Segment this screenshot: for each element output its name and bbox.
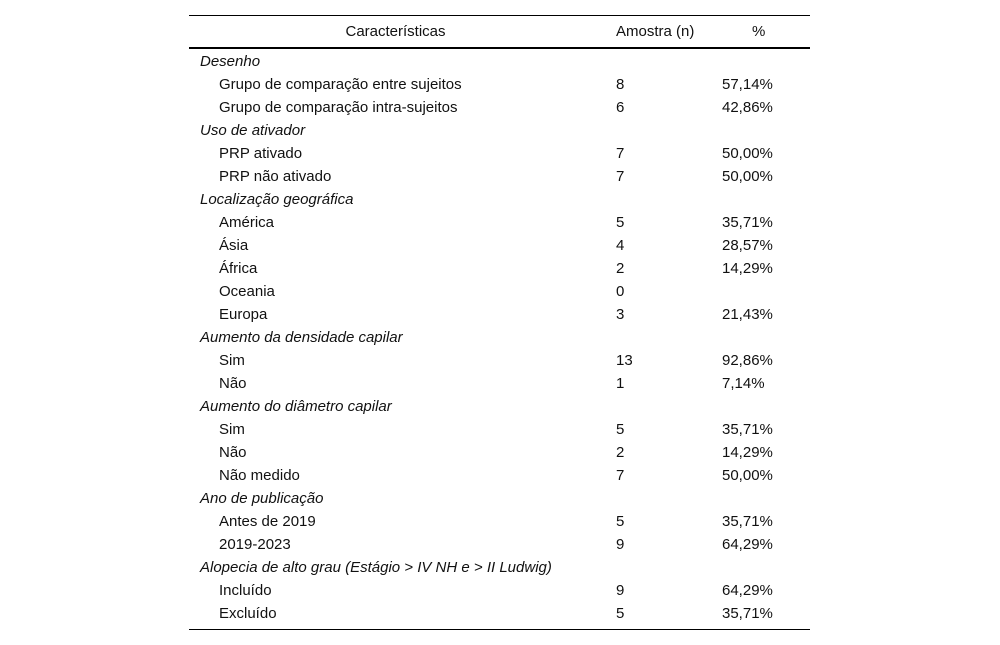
table-bottom-rule <box>189 629 810 630</box>
row-label: Não <box>219 444 247 461</box>
header-percent: % <box>752 23 766 40</box>
table-body <box>189 49 810 629</box>
row-sample-count: 9 <box>616 582 625 599</box>
group-title: Aumento da densidade capilar <box>200 329 403 346</box>
row-label: Não <box>219 375 247 392</box>
row-label: Excluído <box>219 605 277 622</box>
row-percent: 50,00% <box>722 168 773 185</box>
table-row <box>189 603 810 626</box>
table-row <box>189 350 810 373</box>
row-label: Grupo de comparação entre sujeitos <box>219 76 462 93</box>
row-sample-count: 1 <box>616 375 625 392</box>
table-row <box>189 281 810 304</box>
table-row <box>189 534 810 557</box>
row-percent: 35,71% <box>722 605 773 622</box>
table-row <box>189 465 810 488</box>
group-title: Aumento do diâmetro capilar <box>200 398 392 415</box>
row-label: Incluído <box>219 582 272 599</box>
row-sample-count: 5 <box>616 605 625 622</box>
row-percent: 7,14% <box>722 375 765 392</box>
row-sample-count: 2 <box>616 444 625 461</box>
table-row <box>189 143 810 166</box>
row-percent: 64,29% <box>722 536 773 553</box>
row-percent: 35,71% <box>722 421 773 438</box>
group-row <box>189 51 810 74</box>
row-percent: 50,00% <box>722 145 773 162</box>
row-percent: 57,14% <box>722 76 773 93</box>
row-label: Não medido <box>219 467 300 484</box>
table-row <box>189 97 810 120</box>
row-label: Antes de 2019 <box>219 513 316 530</box>
row-percent: 50,00% <box>722 467 773 484</box>
group-row <box>189 557 810 580</box>
row-label: Europa <box>219 306 268 323</box>
table-row <box>189 212 810 235</box>
group-row <box>189 488 810 511</box>
row-sample-count: 9 <box>616 536 625 553</box>
table-row <box>189 258 810 281</box>
group-title: Alopecia de alto grau (Estágio > IV NH e > II Ludwig) <box>200 559 552 576</box>
row-percent: 14,29% <box>722 444 773 461</box>
group-row <box>189 120 810 143</box>
header-characteristics: Características <box>345 23 446 40</box>
row-sample-count: 4 <box>616 237 625 254</box>
row-percent: 28,57% <box>722 237 773 254</box>
table-row <box>189 580 810 603</box>
row-percent: 35,71% <box>722 214 773 231</box>
row-label: 2019-2023 <box>219 536 291 553</box>
row-sample-count: 2 <box>616 260 625 277</box>
row-percent: 64,29% <box>722 582 773 599</box>
row-sample-count: 7 <box>616 168 625 185</box>
row-sample-count: 8 <box>616 76 625 93</box>
characteristics-table <box>189 15 810 630</box>
group-row <box>189 327 810 350</box>
row-sample-count: 5 <box>616 214 625 231</box>
row-sample-count: 13 <box>616 352 633 369</box>
row-label: PRP não ativado <box>219 168 332 185</box>
row-label: Sim <box>219 421 245 438</box>
row-label: PRP ativado <box>219 145 303 162</box>
row-sample-count: 5 <box>616 421 625 438</box>
row-percent: 92,86% <box>722 352 773 369</box>
row-percent: 42,86% <box>722 99 773 116</box>
table-row <box>189 511 810 534</box>
row-sample-count: 3 <box>616 306 625 323</box>
row-sample-count: 5 <box>616 513 625 530</box>
group-title: Uso de ativador <box>200 122 306 139</box>
group-title: Desenho <box>200 53 261 70</box>
row-label: Sim <box>219 352 245 369</box>
row-label: Ásia <box>219 237 249 254</box>
table-row <box>189 419 810 442</box>
table-row <box>189 166 810 189</box>
table-row <box>189 235 810 258</box>
row-label: Grupo de comparação intra-sujeitos <box>219 99 458 116</box>
row-label: África <box>219 260 258 277</box>
group-title: Localização geográfica <box>200 191 354 208</box>
row-label: América <box>219 214 275 231</box>
header-sample: Amostra (n) <box>616 23 695 40</box>
table-row <box>189 74 810 97</box>
group-row <box>189 396 810 419</box>
group-title: Ano de publicação <box>200 490 324 507</box>
row-sample-count: 7 <box>616 145 625 162</box>
row-percent: 35,71% <box>722 513 773 530</box>
table-header-row <box>189 16 810 47</box>
table-row <box>189 304 810 327</box>
row-label: Oceania <box>219 283 275 300</box>
row-percent: 21,43% <box>722 306 773 323</box>
row-percent: 14,29% <box>722 260 773 277</box>
row-sample-count: 0 <box>616 283 625 300</box>
table-row <box>189 442 810 465</box>
row-sample-count: 7 <box>616 467 625 484</box>
group-row <box>189 189 810 212</box>
row-sample-count: 6 <box>616 99 625 116</box>
table-row <box>189 373 810 396</box>
